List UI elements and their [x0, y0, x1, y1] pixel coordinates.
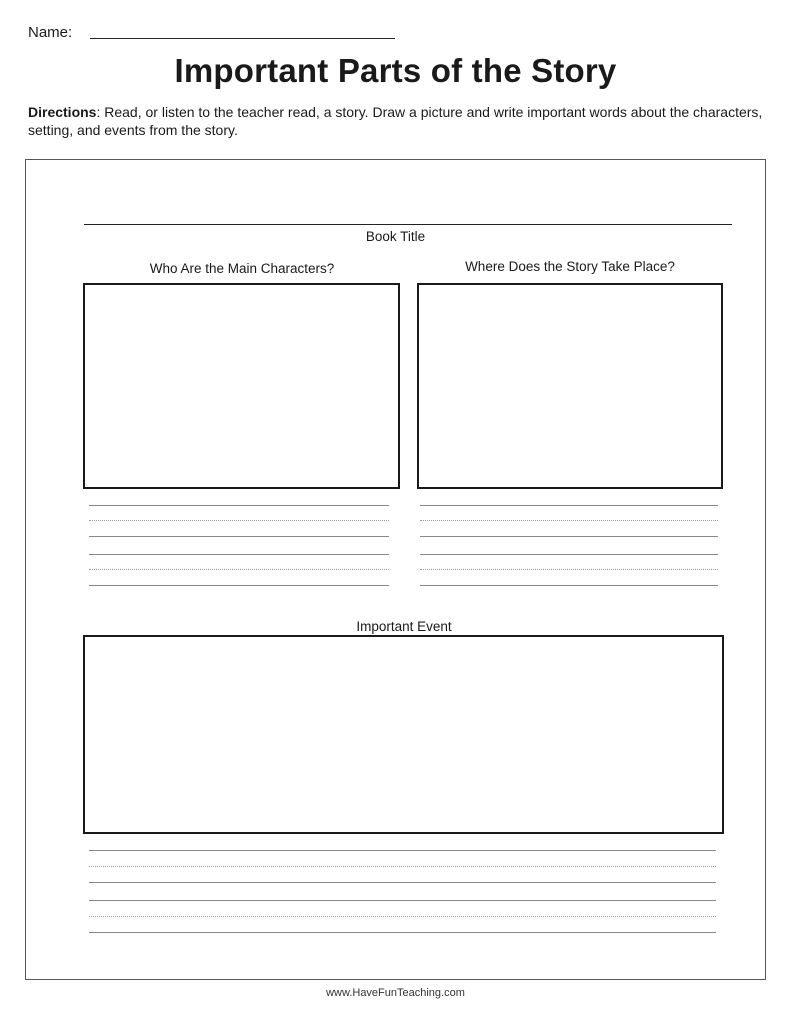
characters-guide-line [89, 569, 389, 570]
book-title-label: Book Title [365, 229, 426, 244]
directions-label: Directions [28, 104, 97, 120]
page-title: Important Parts of the Story [174, 52, 617, 89]
characters-writing-line[interactable] [89, 554, 389, 555]
event-writing-line[interactable] [89, 900, 716, 901]
book-title-write-line[interactable] [84, 224, 732, 225]
characters-writing-line[interactable] [89, 585, 389, 586]
directions [28, 103, 768, 139]
event-label: Important Event [356, 619, 452, 634]
name-write-line[interactable] [90, 38, 395, 39]
setting-writing-line[interactable] [420, 536, 718, 537]
characters-writing-line[interactable] [89, 536, 389, 537]
characters-guide-line [89, 520, 389, 521]
name-label: Name: [28, 24, 73, 41]
setting-writing-line[interactable] [420, 505, 718, 506]
setting-writing-line[interactable] [420, 585, 718, 586]
characters-writing-line[interactable] [89, 505, 389, 506]
footer-url: www.HaveFunTeaching.com [326, 987, 465, 999]
event-writing-line[interactable] [89, 882, 716, 883]
directions-text: : Read, or listen to the teacher read, a story. Draw a picture and write important words about the characters, setting, and events from the story. [28, 104, 763, 138]
event-drawing-box[interactable] [83, 635, 724, 834]
setting-guide-line [420, 569, 718, 570]
characters-label: Who Are the Main Characters? [149, 261, 335, 276]
setting-writing-line[interactable] [420, 554, 718, 555]
setting-label: Where Does the Story Take Place? [465, 259, 675, 274]
characters-drawing-box[interactable] [83, 283, 400, 489]
event-writing-line[interactable] [89, 932, 716, 933]
event-writing-line[interactable] [89, 850, 716, 851]
event-guide-line [89, 866, 716, 867]
setting-guide-line [420, 520, 718, 521]
setting-drawing-box[interactable] [417, 283, 723, 489]
event-guide-line [89, 916, 716, 917]
